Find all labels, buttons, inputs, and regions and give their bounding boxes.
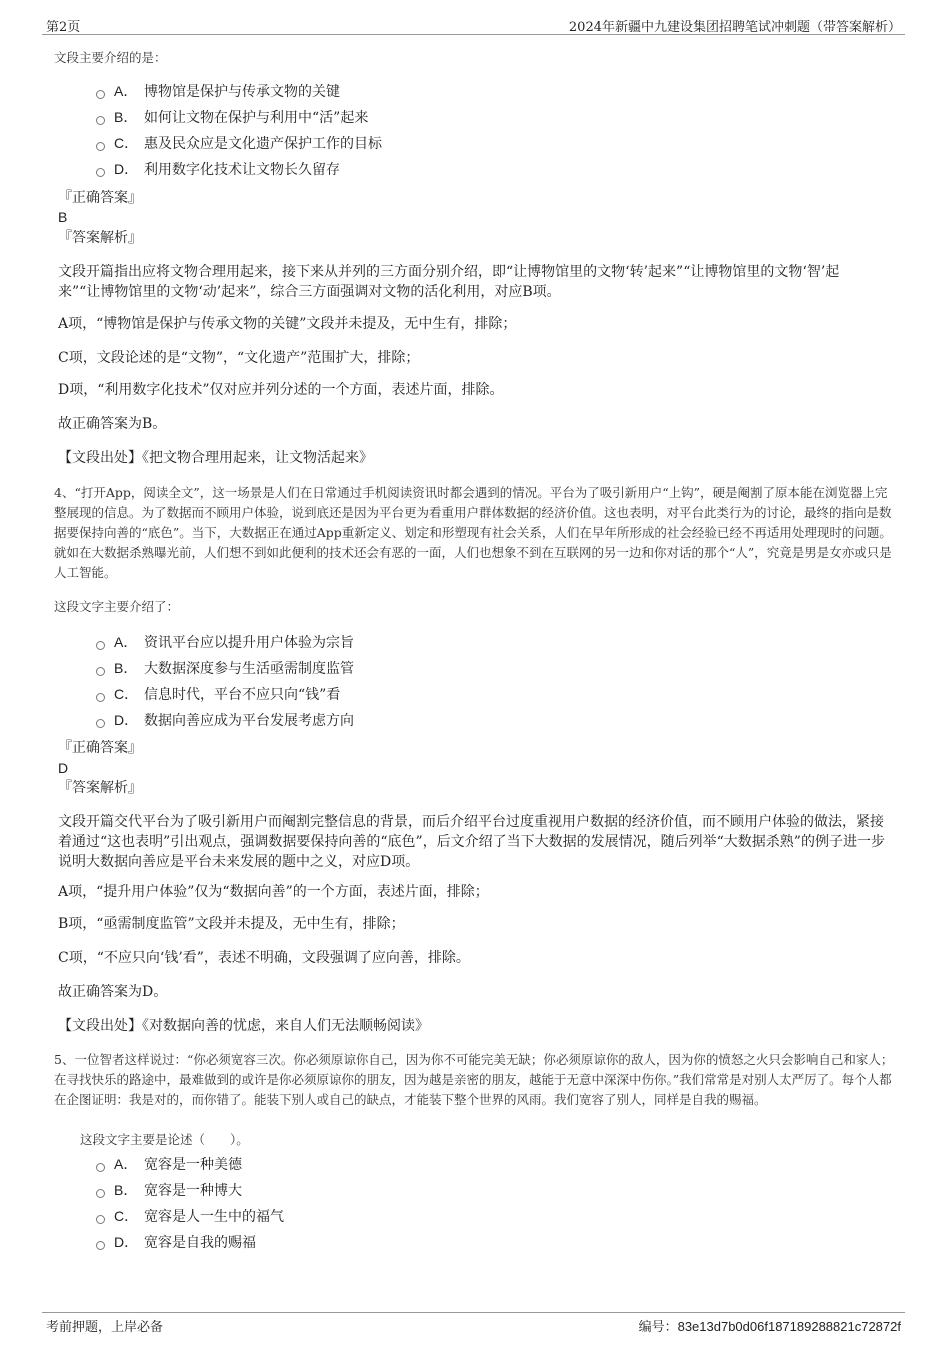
q5-passage: 5、一位智者这样说过：“你必须宽容三次。你必须原谅你自己，因为你不可能完美无缺；你必须原谅你的敌人，因为你的愤怒之火只会影响自己和家人；在寻找快乐的路途中，最难做到的或许是你必须原谅你的朋友，因为越是亲密的朋友，越能于无意中深深中伤你。”我们常常是对别人太严厉了。每个人都在企图证明：我是对的，而你错了。能装下别人或自己的缺点，才能装下整个世界的风雨。我们宽容了别人，同样是自我的赐福。 [54,1052,894,1107]
q3-answer: B [58,209,68,225]
q3-analysis-main: 文段开篇指出应将文物合理用起来，接下来从并列的三方面分别介绍，即“让博物馆里的文物‘转’起来”“让博物馆里的文物‘智’起来”“让博物馆里的文物‘动’起来”，综合三方面强调对文物的活化利用，对应B项。 [58,264,840,300]
q5-prompt: 这段文字主要是论述（ ）。 [80,1132,249,1147]
q3-analysis-label: 『答案解析』 [58,230,142,246]
radio-icon[interactable] [96,90,105,99]
q4-option-b[interactable]: B． 大数据深度参与生活亟需制度监管 [96,658,354,678]
radio-icon[interactable] [96,1163,105,1172]
radio-icon[interactable] [96,116,105,125]
q3-source: 【文段出处】《把文物合理用起来，让文物活起来》 [58,450,373,466]
page-footer [42,1312,905,1335]
radio-icon[interactable] [96,1189,105,1198]
q3-option-d[interactable]: D． 利用数字化技术让文物长久留存 [96,159,340,179]
code-label: 编号： [638,1320,678,1335]
radio-icon[interactable] [96,142,105,151]
q3-prompt: 文段主要介绍的是： [54,50,167,65]
document-title: 2024年新疆中九建设集团招聘笔试冲刺题（带答案解析） [568,20,901,35]
q3-analysis-a: A项，“博物馆是保护与传承文物的关键”文段并未提及，无中生有，排除； [58,316,517,332]
radio-icon[interactable] [96,1215,105,1224]
radio-icon[interactable] [96,1241,105,1250]
q3-analysis-d: D项，“利用数字化技术”仅对应并列分述的一个方面，表述片面，排除。 [58,382,504,398]
q3-conclusion: 故正确答案为B。 [58,416,167,432]
radio-icon[interactable] [96,693,105,702]
q3-option-b[interactable]: B． 如何让文物在保护与利用中“活”起来 [96,107,368,127]
q4-option-a[interactable]: A． 资讯平台应以提升用户体验为宗旨 [96,632,354,652]
radio-icon[interactable] [96,168,105,177]
q5-option-c[interactable]: C． 宽容是人一生中的福气 [96,1206,284,1226]
footer-slogan: 考前押题，上岸必备 [46,1320,164,1335]
q3-option-a[interactable]: A． 博物馆是保护与传承文物的关键 [96,81,340,101]
page-header [42,14,905,35]
code-value: 83e13d7b0d06f187189288821c72872f [677,1319,901,1334]
document-code [639,1316,901,1335]
q5-option-a[interactable]: A． 宽容是一种美德 [96,1154,242,1174]
q4-prompt: 这段文字主要介绍了： [54,599,180,614]
q4-answer: D [58,760,69,776]
radio-icon[interactable] [96,667,105,676]
page-number: 第2页 [46,20,81,35]
q4-source: 【文段出处】《对数据向善的忧虑，来自人们无法顺畅阅读》 [58,1018,429,1034]
radio-icon[interactable] [96,719,105,728]
radio-icon[interactable] [96,641,105,650]
q4-answer-label: 『正确答案』 [58,740,142,756]
q4-analysis-main: 文段开篇交代平台为了吸引新用户而阉割完整信息的背景，而后介绍平台过度重视用户数据的经济价值，而不顾用户体验的做法，紧接着通过“这也表明”引出观点，强调数据要保持向善的“底色”，后文介绍了当下大数据的发展情况，随后列举“大数据杀熟”的例子进一步说明大数据向善应是平台未来发展的题中之义，对应D项。 [58,814,885,870]
q4-analysis-label: 『答案解析』 [58,780,142,796]
q3-analysis-c: C项，文段论述的是“文物”，“文化遗产”范围扩大，排除； [58,350,420,366]
q4-analysis-b: B项，“亟需制度监管”文段并未提及，无中生有，排除； [58,916,405,932]
q5-option-d[interactable]: D． 宽容是自我的赐福 [96,1232,256,1252]
q5-option-b[interactable]: B． 宽容是一种博大 [96,1180,242,1200]
q4-conclusion: 故正确答案为D。 [58,984,168,1000]
q4-option-c[interactable]: C． 信息时代，平台不应只向“钱”看 [96,684,340,704]
q4-analysis-a: A项，“提升用户体验”仅为“数据向善”的一个方面，表述片面，排除； [58,884,489,900]
q3-answer-label: 『正确答案』 [58,190,142,206]
q4-option-d[interactable]: D． 数据向善应成为平台发展考虑方向 [96,710,354,730]
q4-passage: 4、“打开App，阅读全文”，这一场景是人们在日常通过手机阅读资讯时都会遇到的情况。平台为了吸引新用户“上钩”，硬是阉割了原本能在浏览器上完整展现的信息。为了数据而不顾用户体验，说到底还是因为平台更为看重用户群体数据的经济价值。这也表明，对平台此类行为的讨论，最终的指向是数据要保持向善的“底色”。当下，大数据正在通过App重新定义、划定和形塑现有社会关系，人们在早年所形成的社会经验已经不再适用处理现时的问题。就如在大数据杀熟曝光前，人们想不到如此便利的技术还会有恶的一面，人们也想象不到在互联网的另一边和你对话的那个“人”，究竟是男是女亦或只是人工智能。 [54,485,892,580]
q3-option-c[interactable]: C． 惠及民众应是文化遗产保护工作的目标 [96,133,382,153]
q4-analysis-c: C项，“不应只向‘钱’看”，表述不明确，文段强调了应向善，排除。 [58,950,470,966]
